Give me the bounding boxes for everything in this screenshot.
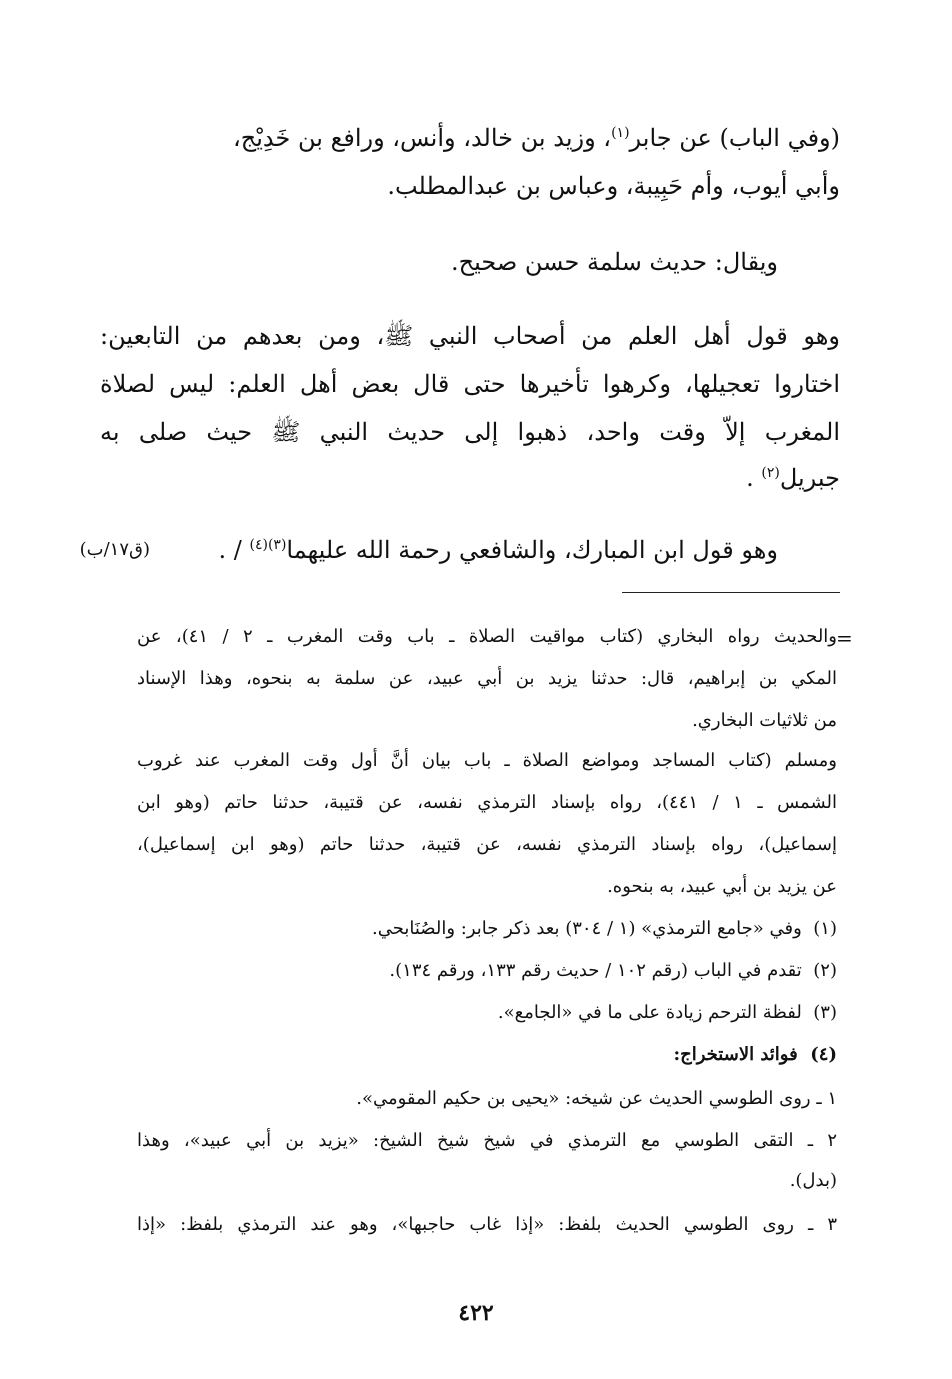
footnote-line-4: ومسلم (كتاب المساجد ومواضع الصلاة ـ باب بيان أنَّ أول وقت المغرب عند غروب	[137, 750, 837, 771]
body-line-4: وهو قول أهل العلم من أصحاب النبي ﷺ، ومن بعدهم من التابعين:	[100, 322, 840, 350]
body-line-5: اختاروا تعجيلها، وكرهوا تأخيرها حتى قال بعض أهل العلم: ليس لصلاة	[100, 370, 840, 398]
benefit-1: ١ ـ روى الطوسي الحديث عن شيخه: «يحيى بن حكيم المقومي».	[356, 1088, 837, 1109]
footnote-1	[137, 914, 837, 944]
footnote-separator	[622, 592, 840, 593]
footnote-ref-2: (٢)	[761, 465, 780, 481]
footnote-line-1: والحديث رواه البخاري (كتاب مواقيت الصلاة ـ باب وقت المغرب ـ ٢ / ٤١)، عن	[137, 626, 837, 647]
footnote-line-3: من ثلاثيات البخاري.	[692, 710, 837, 731]
body-text: ، وزيد بن خالد، وأنس، ورافع بن خَدِيْج،	[233, 124, 612, 152]
footnote-ref-3: (٣)	[267, 537, 287, 553]
body-text: .	[746, 464, 762, 492]
body-line-7	[100, 458, 840, 498]
benefit-2-cont: (بدل).	[789, 1170, 837, 1191]
footnote-number: (٤)	[810, 1044, 837, 1065]
footnote-ref-4: (٤)	[249, 537, 268, 553]
footnote-text: تقدم في الباب (رقم ١٠٢ / حديث رقم ١٣٣، ورقم ١٣٤).	[389, 960, 802, 981]
continuation-marker: =	[836, 626, 853, 650]
benefit-2: ٢ ـ التقى الطوسي مع الترمذي في شيخ شيخ الشيخ: «يزيد بن أبي عبيد»، وهذا	[137, 1130, 837, 1151]
footnote-ref-1: (١)	[611, 125, 630, 141]
footnote-text: فوائد الاستخراج:	[673, 1044, 798, 1065]
footnote-line-2: المكي بن إبراهيم، قال: حدثنا يزيد بن أبي عبيد، عن سلمة به بنحوه، وهذا الإسناد	[137, 668, 837, 689]
body-line-3: ويقال: حديث سلمة حسن صحيح.	[451, 248, 778, 276]
page-number: ٤٢٢	[458, 1300, 494, 1326]
body-text: وهو قول ابن المبارك، والشافعي رحمة الله عليهما	[286, 536, 778, 564]
manuscript-folio-note: (ق١٧/ب)	[79, 539, 150, 560]
footnote-number: (٣)	[813, 1002, 837, 1023]
body-line-6: المغرب إلاّ وقت واحد، ذهبوا إلى حديث النبي ﷺ حيث صلى به	[100, 418, 841, 446]
body-text: / .	[218, 536, 250, 564]
footnote-2	[137, 956, 837, 986]
footnote-number: (١)	[813, 918, 837, 939]
benefit-3: ٣ ـ روى الطوسي الحديث بلفظ: «إذا غاب حاجبها»، وهو عند الترمذي بلفظ: «إذا	[137, 1214, 837, 1235]
footnote-line-5: الشمس ـ ١ / ٤٤١)، رواه بإسناد الترمذي نفسه، عن قتيبة، حدثنا حاتم (وهو ابن	[137, 792, 838, 813]
body-text: جبريل	[779, 464, 840, 492]
footnote-text: وفي «جامع الترمذي» (١ / ٣٠٤) بعد ذكر جابر: والصُنَابحي.	[371, 918, 802, 939]
footnote-line-6: إسماعيل)، رواه بإسناد الترمذي نفسه، عن قتيبة، حدثنا حاتم (وهو ابن إسماعيل)،	[137, 834, 837, 855]
footnote-3	[137, 998, 837, 1028]
body-line-2: وأبي أيوب، وأم حَبِيبة، وعباس بن عبدالمطلب.	[387, 172, 840, 200]
footnote-4	[137, 1040, 837, 1070]
body-text: (وفي الباب) عن جابر	[629, 124, 840, 152]
body-line-8	[100, 530, 778, 570]
body-line-1	[100, 118, 840, 158]
footnote-number: (٢)	[813, 960, 837, 981]
footnote-line-7: عن يزيد بن أبي عبيد، به بنحوه.	[607, 876, 837, 897]
footnote-text: لفظة الترحم زيادة على ما في «الجامع».	[497, 1002, 802, 1023]
